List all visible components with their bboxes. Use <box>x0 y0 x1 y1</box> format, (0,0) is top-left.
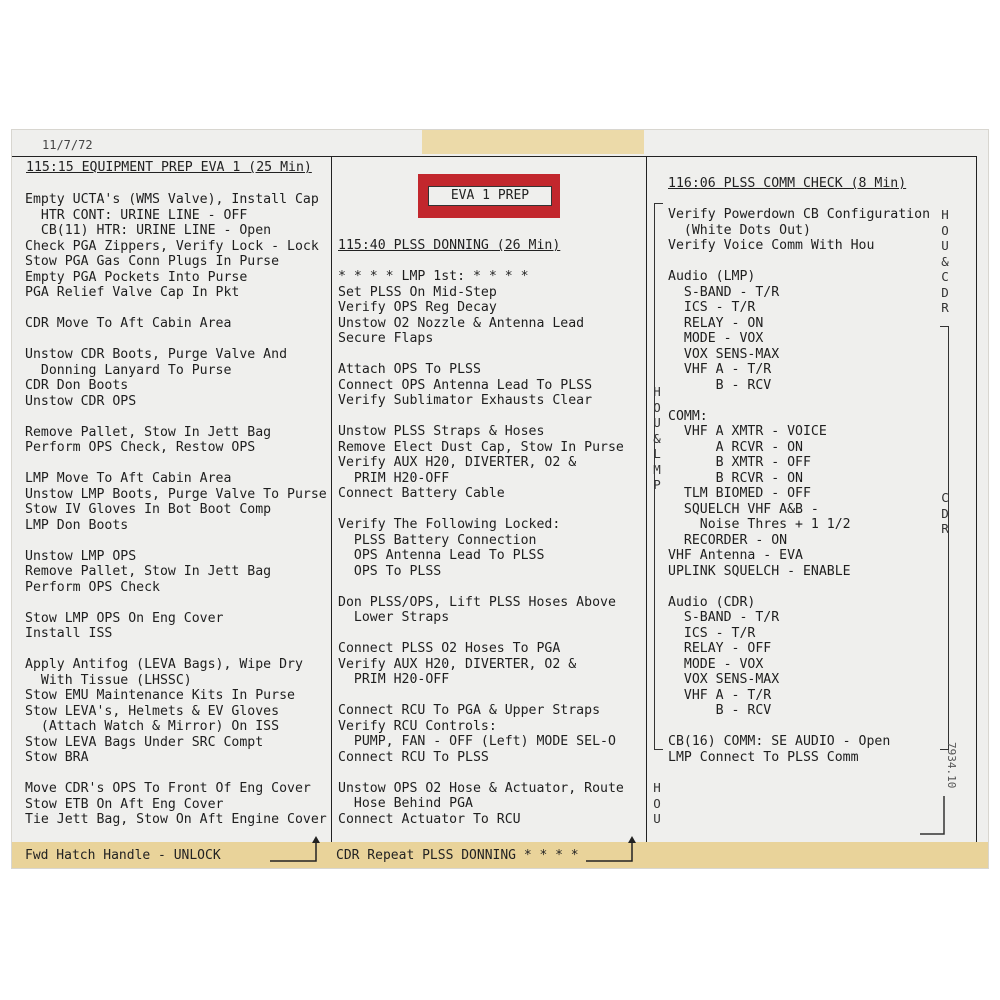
checklist-line: PGA Relief Valve Cap In Pkt <box>25 285 240 300</box>
checklist-line: Unstow PLSS Straps & Hoses <box>338 424 545 439</box>
checklist-line: Unstow CDR Boots, Purge Valve And <box>25 347 288 362</box>
checklist-line: Stow PGA Gas Conn Plugs In Purse <box>25 254 280 269</box>
checklist-line: VHF A - T/R <box>668 687 772 703</box>
checklist-line: PRIM H20-OFF <box>338 672 450 687</box>
checklist-line: A RCVR - ON <box>668 439 803 455</box>
checklist-line: B RCVR - ON <box>668 470 803 486</box>
checklist-line <box>25 766 327 782</box>
checklist-line <box>25 301 327 317</box>
checklist-line: Remove Pallet, Stow In Jett Bag <box>25 424 272 440</box>
checklist-line: Stow BRA <box>25 750 89 765</box>
checklist-line: Unstow OPS O2 Hose & Actuator, Route <box>338 780 624 796</box>
checklist-line: Tie Jett Bag, Stow On Aft Engine Cover <box>25 812 327 827</box>
checklist-line: (Attach Watch & Mirror) On ISS <box>25 719 280 734</box>
checklist-line: Stow LEVA Bags Under SRC Compt <box>25 734 264 750</box>
checklist-line: Attach OPS To PLSS <box>338 362 481 377</box>
checklist-line: VOX SENS-MAX <box>668 346 780 362</box>
checklist-line: PUMP, FAN - OFF (Left) MODE SEL-O <box>338 734 616 749</box>
checklist-line: Verify AUX H20, DIVERTER, O2 & <box>338 656 577 672</box>
checklist-line: SQUELCH VHF A&B - <box>668 501 819 517</box>
checklist-line: Secure Flaps <box>338 331 434 346</box>
checklist-line <box>338 579 624 595</box>
checklist-line: Set PLSS On Mid-Step <box>338 284 497 300</box>
checklist-line: Unstow CDR OPS <box>25 393 137 409</box>
eva-1-prep-label: EVA 1 PREP <box>428 186 552 206</box>
checklist-line: Apply Antifog (LEVA Bags), Wipe Dry <box>25 657 303 672</box>
checklist-line: With Tissue (LHSSC) <box>25 672 192 688</box>
checklist-line: LMP Don Boots <box>25 517 129 533</box>
col3-left-bracket <box>654 203 663 750</box>
checklist-line <box>25 456 327 472</box>
checklist-line: UPLINK SQUELCH - ENABLE <box>668 563 851 579</box>
tape-strip <box>422 130 644 154</box>
col2-side-label-hou: H O U <box>653 780 661 826</box>
checklist-line: CDR Move To Aft Cabin Area <box>25 316 232 331</box>
checklist-line <box>25 533 327 549</box>
col1-steps <box>25 192 327 828</box>
col2-steps <box>338 269 624 827</box>
checklist-line <box>25 642 327 658</box>
checklist-line: Move CDR's OPS To Front Of Eng Cover <box>25 781 311 796</box>
checklist-line <box>25 409 327 425</box>
checklist-line: CB(16) COMM: SE AUDIO - Open <box>668 734 891 749</box>
checklist-line: Verify Voice Comm With Hou <box>668 238 875 253</box>
checklist-line: RELAY - OFF <box>668 641 772 656</box>
checklist-line <box>668 393 930 409</box>
col3-side-label-hou-cdr: H O U & C D R <box>941 207 949 315</box>
checklist-line <box>338 409 624 425</box>
corner-mark-icon <box>918 794 948 840</box>
checklist-line: PRIM H20-OFF <box>338 470 450 486</box>
checklist-line: Noise Thres + 1 1/2 <box>668 517 851 532</box>
checklist-line: VHF A - T/R <box>668 362 772 377</box>
checklist-line: Audio (CDR) <box>668 594 756 610</box>
checklist-line: OPS Antenna Lead To PLSS <box>338 548 545 563</box>
checklist-line: Install ISS <box>25 626 113 641</box>
col2-footer: CDR Repeat PLSS DONNING * * * * <box>336 848 579 863</box>
checklist-line: Verify The Following Locked: <box>338 517 561 532</box>
checklist-line: Check PGA Zippers, Verify Lock - Lock <box>25 238 319 254</box>
checklist-line: COMM: <box>668 408 708 424</box>
checklist-line: Verify Powerdown CB Configuration <box>668 207 931 222</box>
checklist-line <box>338 626 624 642</box>
checklist-line: MODE - VOX <box>668 331 764 346</box>
checklist-line: VHF Antenna - EVA <box>668 548 803 563</box>
checklist-line: PLSS Battery Connection <box>338 532 537 548</box>
checklist-line: Audio (LMP) <box>668 269 756 284</box>
col1-footer: Fwd Hatch Handle - UNLOCK <box>25 848 221 863</box>
checklist-line <box>338 688 624 704</box>
checklist-line: LMP Connect To PLSS Comm <box>668 749 859 765</box>
col2-header: 115:40 PLSS DONNING (26 Min) <box>338 238 561 253</box>
checklist-line: Remove Elect Dust Cap, Stow In Purse <box>338 439 624 455</box>
checklist-line: Connect PLSS O2 Hoses To PGA <box>338 641 561 656</box>
checklist-line: Stow LEVA's, Helmets & EV Gloves <box>25 703 280 719</box>
col3-right-bracket <box>940 326 949 750</box>
checklist-line <box>668 579 930 595</box>
checklist-line: Verify Sublimator Exhausts Clear <box>338 393 593 408</box>
checklist-line: B - RCV <box>668 703 772 718</box>
checklist-line: VHF A XMTR - VOICE <box>668 424 827 439</box>
col2-side-label-hou-lmp: H O U & L M P <box>653 384 661 492</box>
checklist-line: MODE - VOX <box>668 656 764 672</box>
checklist-line: CB(11) HTR: URINE LINE - Open <box>25 223 272 238</box>
checklist-line: TLM BIOMED - OFF <box>668 486 811 501</box>
checklist-line: Stow LMP OPS On Eng Cover <box>25 610 224 626</box>
checklist-line: S-BAND - T/R <box>668 610 780 625</box>
checklist-line: Verify AUX H20, DIVERTER, O2 & <box>338 455 577 470</box>
checklist-line: Empty UCTA's (WMS Valve), Install Cap <box>25 192 319 207</box>
checklist-line: RECORDER - ON <box>668 532 788 548</box>
checklist-line: HTR CONT: URINE LINE - OFF <box>25 207 248 223</box>
checklist-card <box>12 130 988 868</box>
col3-steps <box>668 207 930 765</box>
checklist-line: OPS To PLSS <box>338 563 442 579</box>
checklist-line: B - RCV <box>668 377 772 393</box>
checklist-line: ICS - T/R <box>668 625 756 641</box>
checklist-line <box>668 254 930 270</box>
checklist-line: (White Dots Out) <box>668 222 811 238</box>
checklist-line: Verify RCU Controls: <box>338 718 497 734</box>
checklist-line: ICS - T/R <box>668 300 756 315</box>
checklist-line: Hose Behind PGA <box>338 796 473 811</box>
checklist-line: CDR Don Boots <box>25 378 129 393</box>
col1-header: 115:15 EQUIPMENT PREP EVA 1 (25 Min) <box>26 160 312 175</box>
date-label: 11/7/72 <box>42 138 93 152</box>
col3-header: 116:06 PLSS COMM CHECK (8 Min) <box>668 176 907 191</box>
checklist-line: Connect RCU To PGA & Upper Straps <box>338 703 601 718</box>
col3-side-label-cdr: C D R <box>941 490 949 536</box>
checklist-line: Stow ETB On Aft Eng Cover <box>25 796 224 812</box>
checklist-line <box>25 595 327 611</box>
checklist-line: Lower Straps <box>338 610 450 625</box>
checklist-line: Stow EMU Maintenance Kits In Purse <box>25 688 295 703</box>
checklist-line: * * * * LMP 1st: * * * * <box>338 269 529 284</box>
checklist-line: Donning Lanyard To Purse <box>25 362 232 378</box>
checklist-line: Connect RCU To PLSS <box>338 749 489 765</box>
checklist-line: B XMTR - OFF <box>668 455 811 470</box>
eva-1-prep-badge <box>418 174 560 218</box>
checklist-line <box>338 502 624 518</box>
checklist-line: Unstow O2 Nozzle & Antenna Lead <box>338 315 585 331</box>
checklist-line: VOX SENS-MAX <box>668 672 780 687</box>
return-arrow-icon <box>584 834 636 864</box>
checklist-line: Perform OPS Check <box>25 579 160 595</box>
checklist-line: Empty PGA Pockets Into Purse <box>25 269 248 285</box>
checklist-line: Remove Pallet, Stow In Jett Bag <box>25 564 272 579</box>
checklist-line: Connect OPS Antenna Lead To PLSS <box>338 377 593 393</box>
checklist-line: Stow IV Gloves In Bot Boot Comp <box>25 502 272 517</box>
column-divider-1 <box>331 156 332 868</box>
column-divider-2 <box>646 156 647 868</box>
checklist-line: Connect Battery Cable <box>338 486 505 501</box>
side-note: 7934.10 <box>945 742 958 789</box>
checklist-line: S-BAND - T/R <box>668 284 780 300</box>
checklist-line <box>668 719 930 735</box>
checklist-line: Perform OPS Check, Restow OPS <box>25 440 256 455</box>
checklist-line: LMP Move To Aft Cabin Area <box>25 471 232 486</box>
checklist-line: Connect Actuator To RCU <box>338 811 521 827</box>
checklist-line <box>338 347 624 363</box>
checklist-line: Unstow LMP Boots, Purge Valve To Purse <box>25 486 327 502</box>
checklist-line: Don PLSS/OPS, Lift PLSS Hoses Above <box>338 594 616 610</box>
checklist-line <box>25 332 327 348</box>
checklist-line: Verify OPS Reg Decay <box>338 300 497 315</box>
return-arrow-icon <box>268 834 320 864</box>
checklist-line: RELAY - ON <box>668 315 764 331</box>
checklist-line <box>338 765 624 781</box>
checklist-line: Unstow LMP OPS <box>25 548 137 564</box>
